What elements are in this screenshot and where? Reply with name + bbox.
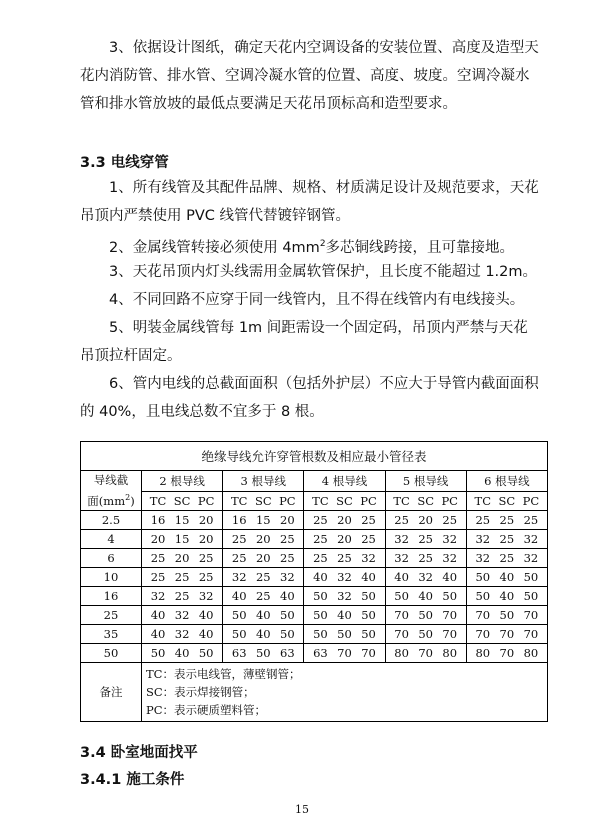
conduit-size-value: 20 bbox=[337, 513, 352, 527]
subcol-header: PC bbox=[360, 494, 377, 508]
conduit-size-value: 25 bbox=[337, 551, 352, 565]
conduit-size-value: 20 bbox=[280, 513, 295, 527]
conduit-size-value: 25 bbox=[418, 532, 433, 546]
conduit-size-value: 32 bbox=[442, 551, 458, 565]
section-size-cell: 10 bbox=[81, 568, 142, 587]
conduit-size-group bbox=[142, 644, 223, 663]
conduit-size-value: 25 bbox=[280, 551, 295, 565]
conduit-size-value: 80 bbox=[475, 646, 491, 660]
conduit-size-group bbox=[223, 549, 304, 568]
conduit-size-value: 40 bbox=[499, 589, 515, 603]
row-header-line2 bbox=[81, 489, 141, 510]
conduit-size-value: 40 bbox=[499, 570, 515, 584]
conduit-size-value: 50 bbox=[198, 646, 214, 660]
conduit-size-value: 50 bbox=[499, 608, 515, 622]
conduit-size-group bbox=[142, 568, 223, 587]
conduit-size-value: 32 bbox=[394, 551, 409, 565]
conduit-size-value: 50 bbox=[280, 608, 295, 622]
conduit-size-group bbox=[223, 644, 304, 663]
table-row bbox=[81, 530, 548, 549]
subcol-header: PC bbox=[279, 494, 296, 508]
conduit-size-group bbox=[223, 587, 304, 606]
conduit-size-value: 25 bbox=[523, 513, 539, 527]
conduit-size-value: 70 bbox=[442, 608, 458, 622]
conduit-size-value: 32 bbox=[442, 532, 458, 546]
conduit-size-group bbox=[466, 644, 547, 663]
conduit-size-value: 50 bbox=[523, 570, 539, 584]
conduit-size-group bbox=[385, 644, 466, 663]
conduit-size-value: 70 bbox=[361, 646, 376, 660]
conduit-size-value: 50 bbox=[361, 608, 376, 622]
conduit-size-value: 25 bbox=[198, 551, 214, 565]
table-row bbox=[81, 549, 548, 568]
conduit-size-value: 40 bbox=[150, 627, 166, 641]
conduit-size-value: 32 bbox=[174, 608, 190, 622]
wire-conduit-table bbox=[80, 441, 548, 722]
notes-cell bbox=[142, 663, 548, 722]
conduit-size-value: 20 bbox=[150, 532, 166, 546]
subcol-header: SC bbox=[173, 494, 191, 508]
paragraph-item-3b: 3、天花吊顶内灯头线需用金属软管保护，且长度不能超过 1.2m。 bbox=[109, 264, 538, 280]
section-heading-3-4-1: 3.4.1 施工条件 bbox=[80, 772, 185, 788]
conduit-size-value: 40 bbox=[361, 570, 376, 584]
conduit-size-value: 25 bbox=[499, 551, 515, 565]
subcol-header-group bbox=[466, 492, 547, 511]
conduit-size-value: 50 bbox=[150, 646, 166, 660]
conduit-size-value: 63 bbox=[231, 646, 247, 660]
conduit-size-value: 50 bbox=[255, 646, 271, 660]
conduit-size-value: 70 bbox=[499, 646, 515, 660]
conduit-size-value: 50 bbox=[361, 589, 376, 603]
conduit-size-group bbox=[304, 606, 385, 625]
conduit-size-group bbox=[223, 568, 304, 587]
table-row bbox=[81, 511, 548, 530]
conduit-size-group bbox=[466, 587, 547, 606]
conduit-size-value: 25 bbox=[231, 551, 247, 565]
conduit-size-value: 25 bbox=[150, 570, 166, 584]
conduit-size-value: 20 bbox=[174, 551, 190, 565]
table-row bbox=[81, 606, 548, 625]
conduit-size-value: 80 bbox=[394, 646, 409, 660]
conduit-size-group bbox=[142, 587, 223, 606]
conduit-size-value: 20 bbox=[418, 513, 433, 527]
conduit-size-value: 25 bbox=[313, 532, 328, 546]
conduit-size-group bbox=[385, 568, 466, 587]
conduit-size-value: 50 bbox=[523, 589, 539, 603]
conduit-size-group bbox=[466, 606, 547, 625]
conduit-size-value: 50 bbox=[418, 627, 433, 641]
note-line: SC：表示焊接钢管； bbox=[146, 685, 255, 699]
subcol-header: TC bbox=[230, 494, 248, 508]
conduit-size-group bbox=[385, 625, 466, 644]
conduit-size-value: 40 bbox=[255, 608, 271, 622]
conduit-size-group bbox=[223, 511, 304, 530]
conduit-size-value: 25 bbox=[361, 513, 376, 527]
conduit-size-value: 40 bbox=[255, 627, 271, 641]
conduit-size-value: 25 bbox=[313, 551, 328, 565]
row-header-sup: 2 bbox=[125, 493, 131, 503]
group-header: 2 根导线 bbox=[142, 471, 223, 492]
conduit-size-group bbox=[223, 625, 304, 644]
conduit-size-value: 32 bbox=[475, 551, 491, 565]
paragraph-item-1: 1、所有线管及其配件品牌、规格、材质满足设计及规范要求，天花吊顶内严禁使用 PVC 线管代替镀锌钢管。 bbox=[80, 180, 539, 224]
paragraph-item-3: 3、依据设计图纸，确定天花内空调设备的安装位置、高度及造型天花内消防管、排水管、空调冷凝水管的位置、高度、坡度。空调冷凝水管和排水管放坡的最低点要满足天花吊顶标高和造型要求。 bbox=[80, 40, 539, 112]
conduit-size-value: 50 bbox=[475, 589, 491, 603]
conduit-size-value: 70 bbox=[394, 627, 409, 641]
conduit-size-value: 50 bbox=[442, 589, 458, 603]
conduit-size-value: 25 bbox=[255, 589, 271, 603]
section-size-cell: 4 bbox=[81, 530, 142, 549]
notes-label-cell: 备注 bbox=[81, 663, 142, 722]
note-line: TC：表示电线管，薄壁钢管； bbox=[146, 667, 301, 681]
row-header-cell bbox=[81, 471, 142, 511]
conduit-size-group bbox=[385, 511, 466, 530]
conduit-size-value: 63 bbox=[280, 646, 295, 660]
paragraph-item-6: 6、管内电线的总截面面积（包括外护层）不应大于导管内截面面积的 40%，且电线总数不宜多于 8 根。 bbox=[80, 376, 539, 420]
conduit-size-group bbox=[142, 606, 223, 625]
note-line: PC：表示硬质塑料管； bbox=[146, 703, 267, 717]
conduit-size-value: 50 bbox=[231, 627, 247, 641]
conduit-size-value: 40 bbox=[198, 627, 214, 641]
conduit-size-value: 32 bbox=[337, 570, 352, 584]
conduit-size-value: 25 bbox=[361, 532, 376, 546]
conduit-size-group bbox=[142, 530, 223, 549]
section-size-cell: 2.5 bbox=[81, 511, 142, 530]
conduit-size-value: 80 bbox=[442, 646, 458, 660]
item-2-text: 2、金属线管转接必须使用 4mm bbox=[109, 239, 320, 256]
conduit-size-group bbox=[466, 549, 547, 568]
table-caption: 绝缘导线允许穿管根数及相应最小管径表 bbox=[81, 442, 548, 471]
conduit-size-value: 40 bbox=[337, 608, 352, 622]
conduit-size-value: 25 bbox=[174, 589, 190, 603]
section-heading-3-4: 3.4 卧室地面找平 bbox=[80, 745, 198, 761]
conduit-size-value: 50 bbox=[337, 627, 352, 641]
group-header: 4 根导线 bbox=[304, 471, 385, 492]
section-size-cell: 25 bbox=[81, 606, 142, 625]
conduit-size-value: 16 bbox=[231, 513, 247, 527]
conduit-size-value: 32 bbox=[280, 570, 295, 584]
conduit-size-group bbox=[466, 625, 547, 644]
conduit-size-value: 70 bbox=[337, 646, 352, 660]
conduit-size-value: 25 bbox=[475, 513, 491, 527]
row-header-line2a: 面(mm bbox=[87, 493, 126, 508]
conduit-size-value: 63 bbox=[313, 646, 328, 660]
conduit-size-value: 32 bbox=[150, 589, 166, 603]
conduit-size-group bbox=[304, 625, 385, 644]
paragraph-item-5: 5、明装金属线管每 1m 间距需设一个固定码，吊顶内严禁与天花吊顶拉杆固定。 bbox=[80, 320, 528, 364]
conduit-size-value: 32 bbox=[174, 627, 190, 641]
conduit-size-value: 32 bbox=[475, 532, 491, 546]
conduit-size-group bbox=[385, 587, 466, 606]
conduit-size-value: 20 bbox=[255, 551, 271, 565]
conduit-size-value: 25 bbox=[394, 513, 409, 527]
conduit-size-value: 50 bbox=[231, 608, 247, 622]
conduit-size-value: 25 bbox=[150, 551, 166, 565]
subcol-header: SC bbox=[336, 494, 353, 508]
conduit-size-value: 70 bbox=[523, 627, 539, 641]
conduit-size-value: 50 bbox=[361, 627, 376, 641]
conduit-size-group bbox=[466, 511, 547, 530]
conduit-size-value: 50 bbox=[313, 608, 328, 622]
section-heading-3-3: 3.3 电线穿管 bbox=[80, 155, 169, 171]
conduit-size-group bbox=[385, 549, 466, 568]
conduit-size-value: 70 bbox=[442, 627, 458, 641]
conduit-size-value: 32 bbox=[231, 570, 247, 584]
subcol-header: PC bbox=[441, 494, 458, 508]
conduit-size-group bbox=[142, 511, 223, 530]
conduit-size-value: 40 bbox=[280, 589, 295, 603]
conduit-size-value: 25 bbox=[198, 570, 214, 584]
subcol-header: SC bbox=[417, 494, 434, 508]
conduit-size-value: 32 bbox=[523, 532, 539, 546]
conduit-size-group bbox=[304, 511, 385, 530]
section-size-cell: 6 bbox=[81, 549, 142, 568]
conduit-size-value: 25 bbox=[499, 532, 515, 546]
conduit-size-value: 32 bbox=[361, 551, 376, 565]
table-row bbox=[81, 568, 548, 587]
conduit-size-group bbox=[466, 530, 547, 549]
conduit-size-value: 25 bbox=[313, 513, 328, 527]
conduit-size-value: 70 bbox=[523, 608, 539, 622]
conduit-size-group bbox=[142, 625, 223, 644]
conduit-size-value: 50 bbox=[418, 608, 433, 622]
subcol-header-group bbox=[142, 492, 223, 511]
conduit-size-group bbox=[223, 606, 304, 625]
conduit-size-value: 15 bbox=[255, 513, 271, 527]
conduit-size-value: 20 bbox=[337, 532, 352, 546]
subcol-header-group bbox=[223, 492, 304, 511]
subcol-header-group bbox=[385, 492, 466, 511]
conduit-size-value: 25 bbox=[418, 551, 433, 565]
conduit-size-value: 25 bbox=[442, 513, 458, 527]
paragraph-item-4: 4、不同回路不应穿于同一线管内，且不得在线管内有电线接头。 bbox=[109, 292, 525, 308]
subcol-header: PC bbox=[197, 494, 215, 508]
table-row bbox=[81, 625, 548, 644]
conduit-size-value: 40 bbox=[313, 570, 328, 584]
conduit-size-value: 32 bbox=[198, 589, 214, 603]
subcol-header: TC bbox=[149, 494, 167, 508]
conduit-size-value: 40 bbox=[394, 570, 409, 584]
conduit-size-value: 32 bbox=[337, 589, 352, 603]
conduit-size-group bbox=[223, 530, 304, 549]
conduit-size-value: 50 bbox=[280, 627, 295, 641]
conduit-size-group bbox=[304, 549, 385, 568]
conduit-size-value: 25 bbox=[231, 532, 247, 546]
conduit-size-group bbox=[385, 606, 466, 625]
section-size-cell: 35 bbox=[81, 625, 142, 644]
subcol-header: SC bbox=[498, 494, 516, 508]
conduit-size-group bbox=[304, 644, 385, 663]
conduit-size-value: 70 bbox=[394, 608, 409, 622]
conduit-size-group bbox=[304, 587, 385, 606]
section-size-cell: 16 bbox=[81, 587, 142, 606]
conduit-size-value: 25 bbox=[499, 513, 515, 527]
conduit-size-value: 70 bbox=[475, 608, 491, 622]
conduit-size-value: 32 bbox=[523, 551, 539, 565]
conduit-size-value: 40 bbox=[231, 589, 247, 603]
conduit-size-value: 20 bbox=[255, 532, 271, 546]
conduit-size-value: 40 bbox=[150, 608, 166, 622]
conduit-size-value: 70 bbox=[475, 627, 491, 641]
subcol-header: TC bbox=[474, 494, 492, 508]
conduit-size-value: 50 bbox=[394, 589, 409, 603]
group-header: 3 根导线 bbox=[223, 471, 304, 492]
subcol-header-group bbox=[304, 492, 385, 511]
conduit-size-value: 32 bbox=[394, 532, 409, 546]
section-size-cell: 50 bbox=[81, 644, 142, 663]
subcol-header: SC bbox=[254, 494, 272, 508]
conduit-size-group bbox=[142, 549, 223, 568]
conduit-size-value: 50 bbox=[475, 570, 491, 584]
item-2-superscript: 2 bbox=[319, 239, 326, 249]
conduit-size-value: 20 bbox=[198, 513, 214, 527]
conduit-size-group bbox=[304, 568, 385, 587]
conduit-size-value: 80 bbox=[523, 646, 539, 660]
conduit-size-value: 16 bbox=[150, 513, 166, 527]
conduit-size-value: 15 bbox=[174, 513, 190, 527]
row-header-line1: 导线截 bbox=[93, 473, 129, 488]
subcol-header: TC bbox=[393, 494, 410, 508]
table-row bbox=[81, 644, 548, 663]
conduit-size-value: 70 bbox=[418, 646, 433, 660]
conduit-size-value: 25 bbox=[174, 570, 190, 584]
group-header: 6 根导线 bbox=[466, 471, 547, 492]
conduit-size-value: 40 bbox=[174, 646, 190, 660]
conduit-size-value: 50 bbox=[313, 627, 328, 641]
conduit-size-group bbox=[385, 530, 466, 549]
conduit-size-value: 50 bbox=[313, 589, 328, 603]
conduit-size-value: 40 bbox=[442, 570, 458, 584]
conduit-size-group bbox=[304, 530, 385, 549]
conduit-size-value: 25 bbox=[255, 570, 271, 584]
group-header: 5 根导线 bbox=[385, 471, 466, 492]
conduit-size-value: 40 bbox=[198, 608, 214, 622]
item-2-tail: 多芯铜线跨接，且可靠接地。 bbox=[325, 239, 515, 256]
row-header-line2b: ) bbox=[130, 493, 135, 508]
conduit-size-group bbox=[466, 568, 547, 587]
conduit-size-value: 32 bbox=[418, 570, 433, 584]
conduit-size-value: 40 bbox=[418, 589, 433, 603]
conduit-size-value: 15 bbox=[174, 532, 190, 546]
conduit-size-value: 25 bbox=[280, 532, 295, 546]
conduit-size-value: 20 bbox=[198, 532, 214, 546]
conduit-size-value: 70 bbox=[499, 627, 515, 641]
subcol-header: TC bbox=[312, 494, 329, 508]
page-number: 15 bbox=[295, 803, 309, 816]
table-row bbox=[81, 587, 548, 606]
subcol-header: PC bbox=[522, 494, 540, 508]
